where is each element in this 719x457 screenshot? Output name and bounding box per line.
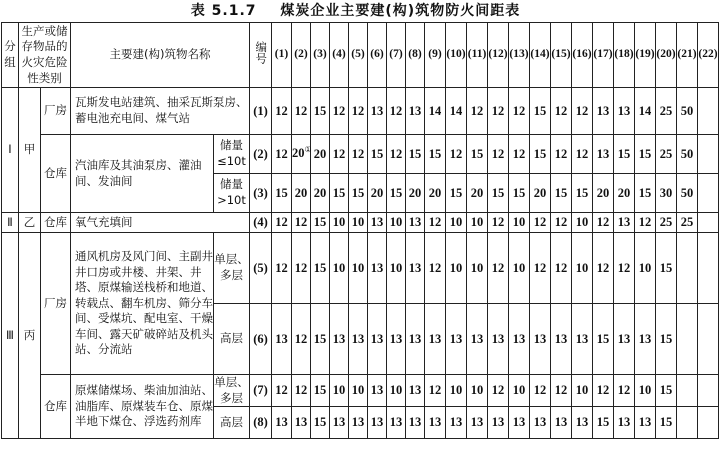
value-cell: 13: [572, 304, 593, 375]
value-cell: 15: [311, 304, 330, 375]
value-cell: 20: [406, 174, 425, 213]
value-cell: 13: [488, 407, 509, 439]
value-cell: 13: [387, 304, 406, 375]
header-col: (3): [311, 23, 330, 88]
empty-cell: [698, 135, 719, 174]
value-cell: 10: [330, 375, 349, 407]
value-cell: 13: [572, 407, 593, 439]
value-cell: 12: [446, 135, 467, 174]
value-cell: 12: [272, 375, 292, 407]
header-fire-class: 生产或储存物品的火灾危险性类别: [19, 23, 71, 88]
value-cell: 13: [406, 375, 425, 407]
value-cell: 10: [509, 375, 530, 407]
row-code: (5): [250, 233, 272, 304]
empty-cell: [698, 233, 719, 304]
value-cell: 12: [292, 375, 311, 407]
header-col: (8): [406, 23, 425, 88]
value-cell: 13: [530, 407, 551, 439]
value-cell: 13: [368, 213, 387, 233]
value-cell: 15: [311, 233, 330, 304]
value-cell: 12: [551, 213, 572, 233]
value-cell: 14: [425, 88, 446, 135]
value-cell: 12: [272, 233, 292, 304]
building-name-cell: 瓦斯发电站建筑、抽采瓦斯泵房、蓄电池充电间、煤气站: [71, 88, 250, 135]
group-cell: Ⅱ: [2, 213, 19, 233]
empty-cell: [698, 88, 719, 135]
value-cell: 12: [349, 88, 368, 135]
value-cell: 20: [368, 174, 387, 213]
value-cell: 10: [467, 375, 488, 407]
value-cell: 15: [530, 135, 551, 174]
value-cell: 14: [446, 88, 467, 135]
header-col: (17): [593, 23, 614, 88]
header-col: (16): [572, 23, 593, 88]
group-cell: Ⅰ: [2, 88, 19, 213]
fire-distance-table: [1, 22, 719, 439]
value-cell: 13: [593, 88, 614, 135]
header-col: (2): [292, 23, 311, 88]
row-code: (3): [250, 174, 272, 213]
value-cell: 12: [551, 88, 572, 135]
value-cell: 12: [488, 375, 509, 407]
sub-type-cell: 单层、多层: [214, 375, 250, 407]
value-cell: 20: [292, 174, 311, 213]
value-cell: 20: [530, 174, 551, 213]
value-cell: 10: [572, 213, 593, 233]
value-cell: 13: [467, 407, 488, 439]
value-cell: 12: [488, 135, 509, 174]
value-cell: 13: [614, 88, 635, 135]
value-cell: 13: [406, 213, 425, 233]
value-cell: 10: [509, 233, 530, 304]
value-cell: 10: [387, 213, 406, 233]
empty-cell: [698, 375, 719, 407]
value-cell: 12: [530, 375, 551, 407]
value-cell: 13: [530, 304, 551, 375]
building-type-cell: 仓库: [41, 135, 71, 213]
value-cell: 12: [272, 88, 292, 135]
value-cell: 15: [425, 135, 446, 174]
value-cell: 13: [551, 304, 572, 375]
header-group: 分组: [2, 23, 19, 88]
sub-type-cell: 储量>10t: [214, 174, 250, 213]
value-cell: 12: [635, 213, 656, 233]
value-cell: 10: [387, 233, 406, 304]
value-cell: 13: [551, 407, 572, 439]
value-cell: 13: [406, 407, 425, 439]
sub-type-cell: 高层: [214, 304, 250, 375]
value-cell: 13: [406, 233, 425, 304]
row-code: (2): [250, 135, 272, 174]
building-type-cell: 仓库: [41, 375, 71, 439]
value-cell: 13: [635, 407, 656, 439]
value-cell: 12: [349, 135, 368, 174]
value-cell: 10: [349, 375, 368, 407]
value-cell: 10: [572, 233, 593, 304]
value-cell: 20: [425, 174, 446, 213]
building-type-cell: 厂房: [41, 88, 71, 135]
value-cell: 12: [292, 213, 311, 233]
value-cell: 12: [614, 233, 635, 304]
value-cell: 20: [311, 174, 330, 213]
value-cell: 15: [530, 88, 551, 135]
table-row: [2, 375, 719, 407]
header-col: (7): [387, 23, 406, 88]
value-cell: 10: [467, 233, 488, 304]
value-cell: 10: [446, 375, 467, 407]
value-cell: 13: [272, 407, 292, 439]
value-cell: 13: [272, 304, 292, 375]
row-code: (6): [250, 304, 272, 375]
value-cell: 15: [406, 135, 425, 174]
value-cell: 14: [635, 88, 656, 135]
value-cell: 12: [425, 375, 446, 407]
value-cell: 12: [292, 233, 311, 304]
value-cell: 15: [656, 233, 677, 304]
value-cell: 13: [446, 304, 467, 375]
value-cell: 15: [635, 135, 656, 174]
header-col: (18): [614, 23, 635, 88]
value-cell: 12: [551, 375, 572, 407]
header-col: (13): [509, 23, 530, 88]
value-cell: 13: [387, 407, 406, 439]
value-cell: 20①: [292, 135, 311, 174]
value-cell: 13: [614, 304, 635, 375]
value-cell: 13: [406, 304, 425, 375]
row-code: (4): [250, 213, 272, 233]
building-name-cell: 氧气充填间: [71, 213, 250, 233]
header-col: (15): [551, 23, 572, 88]
header-col: (22): [698, 23, 719, 88]
header-col: (4): [330, 23, 349, 88]
empty-cell: [677, 304, 698, 375]
building-type-cell: 厂房: [41, 233, 71, 375]
value-cell: 13: [349, 407, 368, 439]
value-cell: 25: [677, 213, 698, 233]
value-cell: 10: [467, 213, 488, 233]
value-cell: 13: [614, 213, 635, 233]
value-cell: 12: [530, 213, 551, 233]
header-col: (1): [272, 23, 292, 88]
value-cell: 10: [446, 233, 467, 304]
value-cell: 12: [488, 213, 509, 233]
value-cell: 10: [446, 213, 467, 233]
value-cell: 12: [614, 375, 635, 407]
building-name-cell: 通风机房及风门间、主副井井口房或井楼、井架、井塔、原煤输送栈桥和地道、转载点、翻车机房、筛分车间、受煤坑、配电室、干燥车间、露天矿破碎站及机头站、分流站: [71, 233, 214, 375]
table-number: 表 5.1.7: [190, 3, 257, 19]
value-cell: 15: [387, 174, 406, 213]
header-building: 主要建(构)筑物名称: [71, 23, 250, 88]
value-cell: 12: [551, 233, 572, 304]
value-cell: 12: [272, 213, 292, 233]
header-col: (9): [425, 23, 446, 88]
value-cell: 12: [425, 213, 446, 233]
value-cell: 12: [593, 375, 614, 407]
value-cell: 20: [311, 135, 330, 174]
value-cell: 13: [635, 304, 656, 375]
value-cell: 12: [551, 135, 572, 174]
value-cell: 13: [446, 407, 467, 439]
header-col: (20): [656, 23, 677, 88]
value-cell: 10: [572, 375, 593, 407]
value-cell: 12: [330, 135, 349, 174]
value-cell: 30: [656, 174, 677, 213]
value-cell: 15: [311, 88, 330, 135]
value-cell: 13: [488, 304, 509, 375]
table-title: 煤炭企业主要建(构)筑物防火间距表: [280, 3, 521, 19]
value-cell: 20: [593, 174, 614, 213]
table-row: [2, 135, 719, 174]
building-name-cell: 汽油库及其油泵房、灌油间、发油间: [71, 135, 214, 213]
empty-cell: [698, 304, 719, 375]
value-cell: 15: [311, 375, 330, 407]
header-col: (19): [635, 23, 656, 88]
value-cell: 15: [311, 213, 330, 233]
value-cell: 13: [509, 304, 530, 375]
row-code: (8): [250, 407, 272, 439]
value-cell: 15: [446, 174, 467, 213]
empty-cell: [698, 174, 719, 213]
value-cell: 20: [467, 174, 488, 213]
header-code: 编号: [250, 23, 272, 88]
value-cell: 12: [593, 213, 614, 233]
header-col: (21): [677, 23, 698, 88]
value-cell: 12: [272, 135, 292, 174]
value-cell: 10: [330, 233, 349, 304]
table-row: [2, 88, 719, 135]
class-cell: 甲: [19, 88, 41, 213]
value-cell: 15: [593, 407, 614, 439]
class-cell: 丙: [19, 233, 41, 439]
value-cell: 12: [572, 135, 593, 174]
row-code: (7): [250, 375, 272, 407]
table-row: [2, 213, 719, 233]
empty-cell: [698, 407, 719, 439]
value-cell: 20: [614, 174, 635, 213]
value-cell: 25: [656, 213, 677, 233]
header-col: (12): [488, 23, 509, 88]
empty-cell: [677, 407, 698, 439]
value-cell: 13: [509, 407, 530, 439]
value-cell: 13: [614, 407, 635, 439]
sub-type-cell: 单层、多层: [214, 233, 250, 304]
value-cell: 12: [387, 135, 406, 174]
value-cell: 15: [467, 135, 488, 174]
value-cell: 15: [368, 135, 387, 174]
value-cell: 15: [349, 174, 368, 213]
value-cell: 13: [467, 304, 488, 375]
header-col: (6): [368, 23, 387, 88]
value-cell: 12: [488, 233, 509, 304]
value-cell: 13: [368, 407, 387, 439]
value-cell: 15: [272, 174, 292, 213]
value-cell: 13: [593, 135, 614, 174]
value-cell: 13: [368, 375, 387, 407]
value-cell: 50: [677, 135, 698, 174]
value-cell: 12: [509, 88, 530, 135]
building-type-cell: 仓库: [41, 213, 71, 233]
value-cell: 12: [387, 88, 406, 135]
header-col: (10): [446, 23, 467, 88]
value-cell: 13: [368, 304, 387, 375]
value-cell: 13: [349, 304, 368, 375]
header-col: (11): [467, 23, 488, 88]
value-cell: 13: [406, 88, 425, 135]
value-cell: 50: [677, 174, 698, 213]
class-cell: 乙: [19, 213, 41, 233]
value-cell: 15: [311, 407, 330, 439]
header-col: (5): [349, 23, 368, 88]
value-cell: 10: [387, 375, 406, 407]
value-cell: 12: [330, 88, 349, 135]
value-cell: 13: [368, 233, 387, 304]
value-cell: 15: [635, 174, 656, 213]
empty-cell: [677, 375, 698, 407]
value-cell: 12: [292, 304, 311, 375]
value-cell: 10: [635, 375, 656, 407]
value-cell: 50: [677, 88, 698, 135]
value-cell: 15: [572, 174, 593, 213]
value-cell: 13: [425, 407, 446, 439]
value-cell: 15: [656, 304, 677, 375]
value-cell: 15: [656, 375, 677, 407]
value-cell: 25: [656, 88, 677, 135]
value-cell: 12: [292, 88, 311, 135]
value-cell: 12: [572, 88, 593, 135]
value-cell: 15: [614, 135, 635, 174]
value-cell: 10: [635, 233, 656, 304]
value-cell: 15: [593, 304, 614, 375]
value-cell: 15: [551, 174, 572, 213]
value-cell: 15: [509, 174, 530, 213]
value-cell: 13: [330, 304, 349, 375]
value-cell: 25: [656, 135, 677, 174]
value-cell: 12: [488, 88, 509, 135]
value-cell: 12: [467, 88, 488, 135]
empty-cell: [698, 213, 719, 233]
empty-cell: [677, 233, 698, 304]
value-cell: 15: [330, 174, 349, 213]
value-cell: 12: [530, 233, 551, 304]
value-cell: 13: [368, 88, 387, 135]
value-cell: 13: [292, 407, 311, 439]
value-cell: 10: [330, 213, 349, 233]
header-col: (14): [530, 23, 551, 88]
value-cell: 12: [509, 135, 530, 174]
value-cell: 13: [330, 407, 349, 439]
value-cell: 12: [593, 233, 614, 304]
value-cell: 10: [349, 233, 368, 304]
value-cell: 10: [349, 213, 368, 233]
sub-type-cell: 高层: [214, 407, 250, 439]
table-row: [2, 233, 719, 304]
building-name-cell: 原煤储煤场、柴油加油站、油脂库、原煤装车仓、原煤半地下煤仓、浮选药剂库: [71, 375, 214, 439]
table-caption: [0, 0, 711, 22]
value-cell: 15: [656, 407, 677, 439]
value-cell: 13: [425, 304, 446, 375]
value-cell: 15: [488, 174, 509, 213]
footnote-mark: ①: [304, 145, 312, 155]
row-code: (1): [250, 88, 272, 135]
group-cell: Ⅲ: [2, 233, 19, 439]
header-row: [2, 23, 719, 88]
value-cell: 10: [509, 213, 530, 233]
value-cell: 12: [425, 233, 446, 304]
sub-type-cell: 储量≤10t: [214, 135, 250, 174]
